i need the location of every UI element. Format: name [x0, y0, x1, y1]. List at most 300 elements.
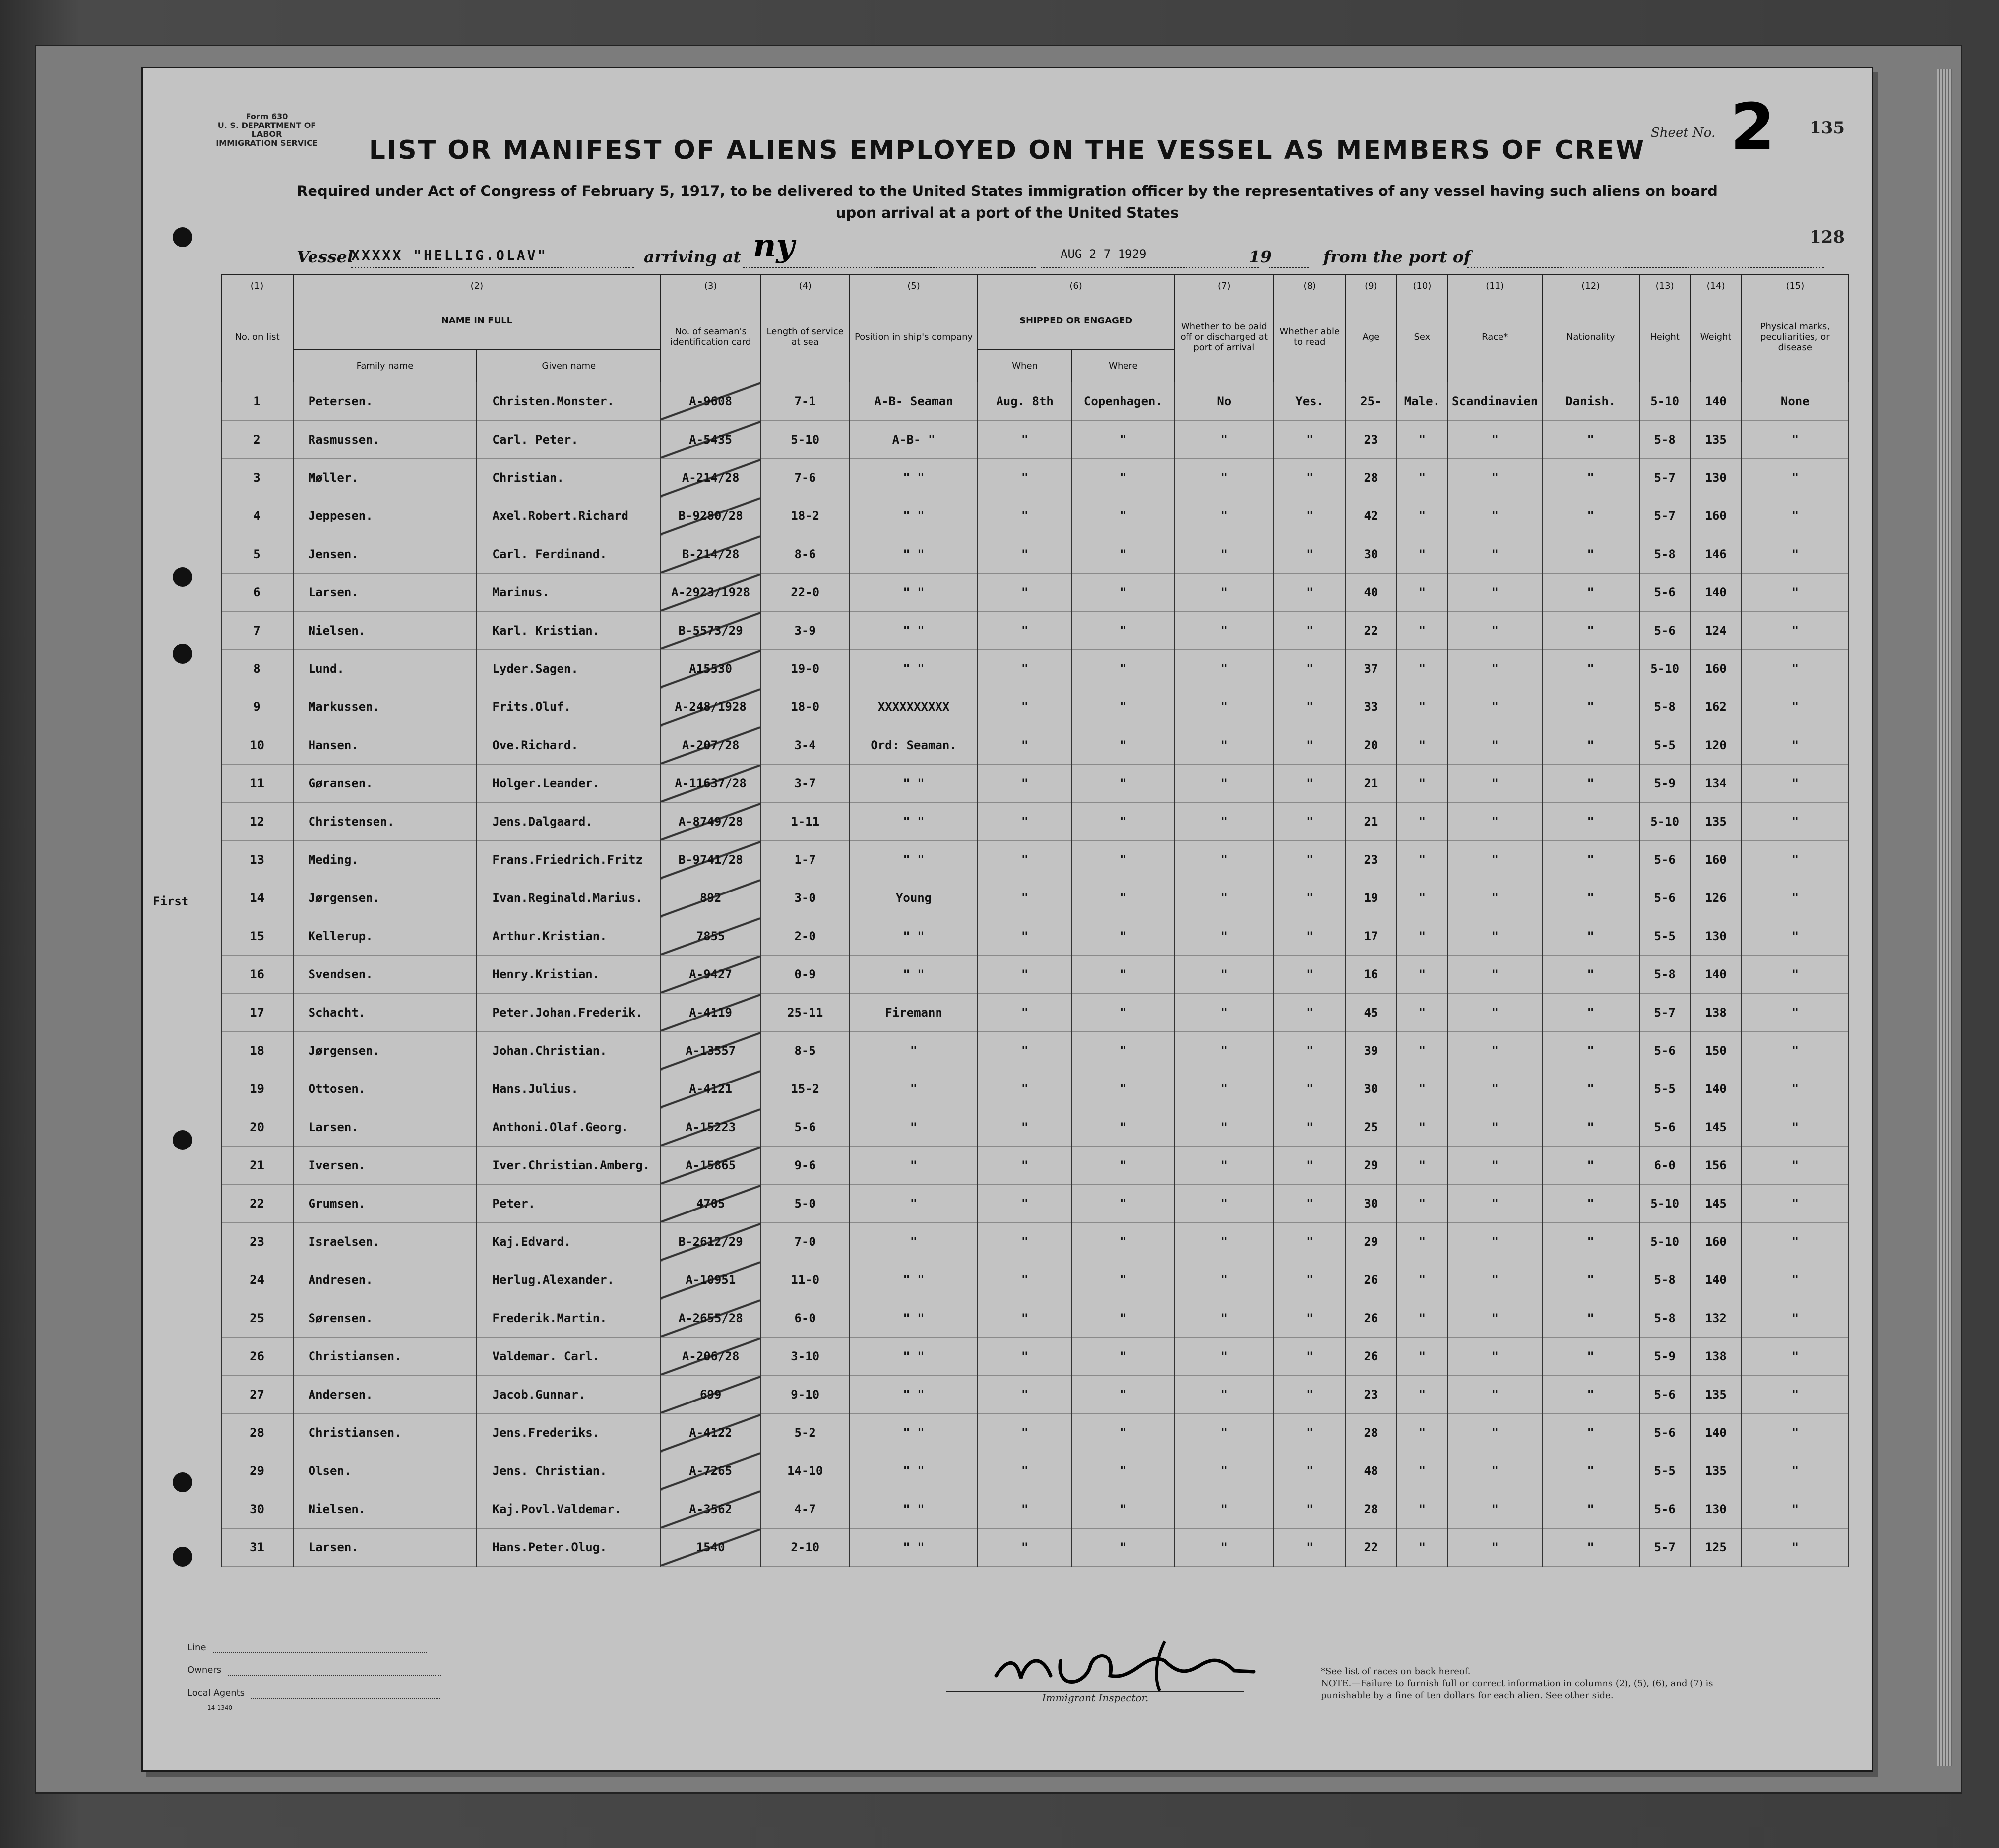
cell-height: 5-5 — [1639, 1452, 1690, 1490]
cell-position: " " — [850, 803, 978, 841]
cell-id-card: A-2923/1928 — [661, 574, 760, 612]
cell-nationality: " — [1542, 535, 1639, 574]
cell-paid-off: " — [1174, 1452, 1274, 1490]
cell-shipped-where: " — [1072, 1490, 1174, 1529]
cell-id-card: A-214/28 — [661, 459, 760, 497]
cell-sex: " — [1396, 1490, 1447, 1529]
cell-given-name: Ivan.Reginald.Marius. — [477, 879, 661, 917]
cell-paid-off: " — [1174, 1070, 1274, 1108]
cell-service-length: 18-0 — [760, 688, 850, 726]
cell-shipped-where: " — [1072, 1376, 1174, 1414]
cell-sex: " — [1396, 1223, 1447, 1261]
row-margin — [163, 1490, 221, 1529]
agents-label: Local Agents — [187, 1688, 245, 1698]
cell-shipped-where: " — [1072, 574, 1174, 612]
cell-row-number: 6 — [221, 574, 293, 612]
cell-paid-off: " — [1174, 956, 1274, 994]
cell-able-to-read: " — [1274, 956, 1345, 994]
cell-service-length: 6-0 — [760, 1299, 850, 1338]
cell-row-number: 2 — [221, 421, 293, 459]
cell-shipped-where: Copenhagen. — [1072, 382, 1174, 421]
cell-service-length: 25-11 — [760, 994, 850, 1032]
cell-family-name: Iversen. — [293, 1147, 477, 1185]
cell-race: " — [1447, 765, 1542, 803]
cell-age: 23 — [1345, 1376, 1396, 1414]
cell-shipped-when: " — [978, 1529, 1072, 1567]
header-name-in-full: NAME IN FULL — [293, 292, 661, 349]
row-margin — [163, 1032, 221, 1070]
cell-physical-marks: " — [1742, 574, 1849, 612]
cell-shipped-when: " — [978, 459, 1072, 497]
cell-height: 5-7 — [1639, 459, 1690, 497]
cell-physical-marks: " — [1742, 1299, 1849, 1338]
cell-age: 22 — [1345, 1529, 1396, 1567]
footer-fields — [187, 1636, 441, 1711]
cell-nationality: " — [1542, 803, 1639, 841]
row-margin — [163, 1185, 221, 1223]
cell-age: 28 — [1345, 1414, 1396, 1452]
cell-shipped-when: " — [978, 956, 1072, 994]
cell-shipped-where: " — [1072, 803, 1174, 841]
cell-paid-off: " — [1174, 497, 1274, 535]
cell-position: " " — [850, 459, 978, 497]
cell-family-name: Jørgensen. — [293, 1032, 477, 1070]
cell-sex: " — [1396, 612, 1447, 650]
cell-age: 26 — [1345, 1299, 1396, 1338]
cell-position: " " — [850, 497, 978, 535]
cell-family-name: Meding. — [293, 841, 477, 879]
cell-position: " — [850, 1223, 978, 1261]
cell-physical-marks: " — [1742, 1376, 1849, 1414]
cell-nationality: " — [1542, 1414, 1639, 1452]
cell-family-name: Sørensen. — [293, 1299, 477, 1338]
cell-paid-off: " — [1174, 1338, 1274, 1376]
cell-physical-marks: " — [1742, 1452, 1849, 1490]
crew-table — [163, 274, 1849, 1567]
cell-row-number: 25 — [221, 1299, 293, 1338]
col-num-7: (7) — [1174, 275, 1274, 292]
table-row — [163, 1223, 1849, 1261]
cell-height: 5-9 — [1639, 1338, 1690, 1376]
cell-race: " — [1447, 421, 1542, 459]
cell-nationality: " — [1542, 1452, 1639, 1490]
cell-weight: 140 — [1690, 382, 1742, 421]
cell-nationality: " — [1542, 650, 1639, 688]
cell-physical-marks: " — [1742, 497, 1849, 535]
cell-able-to-read: " — [1274, 1452, 1345, 1490]
col-num-5: (5) — [850, 275, 978, 292]
cell-able-to-read: " — [1274, 535, 1345, 574]
cell-height: 5-8 — [1639, 535, 1690, 574]
cell-service-length: 1-11 — [760, 803, 850, 841]
cell-shipped-when: " — [978, 574, 1072, 612]
cell-given-name: Christian. — [477, 459, 661, 497]
cell-shipped-when: " — [978, 1032, 1072, 1070]
cell-paid-off: " — [1174, 879, 1274, 917]
cell-height: 5-9 — [1639, 765, 1690, 803]
cell-sex: Male. — [1396, 382, 1447, 421]
col-num-10: (10) — [1396, 275, 1447, 292]
cell-height: 5-6 — [1639, 1032, 1690, 1070]
cell-row-number: 14 — [221, 879, 293, 917]
cell-position: XXXXXXXXXX — [850, 688, 978, 726]
header-able-read: Whether able to read — [1274, 292, 1345, 382]
cell-id-card: A-207/28 — [661, 726, 760, 765]
table-row — [163, 1376, 1849, 1414]
cell-nationality: " — [1542, 1529, 1639, 1567]
page-stamp-top: 135 — [1810, 118, 1845, 138]
cell-height: 5-7 — [1639, 1529, 1690, 1567]
cell-row-number: 5 — [221, 535, 293, 574]
cell-family-name: Schacht. — [293, 994, 477, 1032]
year-field — [1269, 247, 1309, 268]
cell-shipped-where: " — [1072, 1452, 1174, 1490]
cell-race: " — [1447, 1032, 1542, 1070]
cell-age: 21 — [1345, 803, 1396, 841]
cell-row-number: 13 — [221, 841, 293, 879]
inspector-label: Immigrant Inspector. — [1042, 1692, 1149, 1704]
table-row — [163, 612, 1849, 650]
department-name: U. S. DEPARTMENT OF LABOR — [217, 121, 316, 139]
cell-nationality: " — [1542, 1185, 1639, 1223]
cell-given-name: Christen.Monster. — [477, 382, 661, 421]
cell-race: " — [1447, 841, 1542, 879]
cell-id-card: A-248/1928 — [661, 688, 760, 726]
cell-physical-marks: " — [1742, 688, 1849, 726]
cell-given-name: Arthur.Kristian. — [477, 917, 661, 956]
cell-given-name: Valdemar. Carl. — [477, 1338, 661, 1376]
cell-family-name: Andresen. — [293, 1261, 477, 1299]
header-no-on-list: No. on list — [221, 292, 293, 382]
cell-position: Ord: Seaman. — [850, 726, 978, 765]
cell-paid-off: " — [1174, 1108, 1274, 1147]
header-given-name: Given name — [477, 349, 661, 382]
cell-shipped-where: " — [1072, 1338, 1174, 1376]
cell-weight: 130 — [1690, 917, 1742, 956]
cell-position: " " — [850, 1414, 978, 1452]
cell-paid-off: " — [1174, 1529, 1274, 1567]
cell-able-to-read: " — [1274, 765, 1345, 803]
cell-sex: " — [1396, 917, 1447, 956]
cell-able-to-read: " — [1274, 459, 1345, 497]
cell-shipped-where: " — [1072, 1070, 1174, 1108]
cell-nationality: " — [1542, 726, 1639, 765]
cell-weight: 126 — [1690, 879, 1742, 917]
cell-nationality: " — [1542, 612, 1639, 650]
cell-shipped-when: Aug. 8th — [978, 382, 1072, 421]
cell-row-number: 11 — [221, 765, 293, 803]
cell-sex: " — [1396, 650, 1447, 688]
cell-age: 30 — [1345, 1070, 1396, 1108]
cell-physical-marks: " — [1742, 1223, 1849, 1261]
cell-position: Firemann — [850, 994, 978, 1032]
cell-paid-off: " — [1174, 650, 1274, 688]
cell-service-length: 5-2 — [760, 1414, 850, 1452]
cell-given-name: Anthoni.Olaf.Georg. — [477, 1108, 661, 1147]
cell-given-name: Holger.Leander. — [477, 765, 661, 803]
cell-id-card: 4705 — [661, 1185, 760, 1223]
cell-family-name: Rasmussen. — [293, 421, 477, 459]
cell-given-name: Ove.Richard. — [477, 726, 661, 765]
cell-shipped-where: " — [1072, 1529, 1174, 1567]
cell-weight: 134 — [1690, 765, 1742, 803]
cell-row-number: 8 — [221, 650, 293, 688]
cell-family-name: Larsen. — [293, 574, 477, 612]
table-row — [163, 1261, 1849, 1299]
cell-sex: " — [1396, 535, 1447, 574]
cell-service-length: 5-10 — [760, 421, 850, 459]
cell-race: " — [1447, 1529, 1542, 1567]
cell-race: " — [1447, 1223, 1542, 1261]
cell-height: 5-5 — [1639, 1070, 1690, 1108]
cell-family-name: Christiansen. — [293, 1338, 477, 1376]
cell-shipped-when: " — [978, 994, 1072, 1032]
cell-age: 26 — [1345, 1338, 1396, 1376]
cell-weight: 120 — [1690, 726, 1742, 765]
cell-position: " " — [850, 1490, 978, 1529]
cell-shipped-when: " — [978, 1108, 1072, 1147]
agents-field — [251, 1688, 440, 1699]
cell-service-length: 3-10 — [760, 1338, 850, 1376]
col-num-11: (11) — [1447, 275, 1542, 292]
cell-position: " " — [850, 650, 978, 688]
cell-shipped-when: " — [978, 1299, 1072, 1338]
cell-age: 45 — [1345, 994, 1396, 1032]
cell-shipped-where: " — [1072, 535, 1174, 574]
cell-sex: " — [1396, 1070, 1447, 1108]
row-margin — [163, 841, 221, 879]
cell-given-name: Iver.Christian.Amberg. — [477, 1147, 661, 1185]
cell-physical-marks: " — [1742, 535, 1849, 574]
cell-physical-marks: " — [1742, 994, 1849, 1032]
col-num-12: (12) — [1542, 275, 1639, 292]
cell-position: " " — [850, 612, 978, 650]
cell-shipped-when: " — [978, 1185, 1072, 1223]
cell-height: 5-6 — [1639, 612, 1690, 650]
cell-shipped-where: " — [1072, 994, 1174, 1032]
cell-shipped-where: " — [1072, 1108, 1174, 1147]
cell-nationality: Danish. — [1542, 382, 1639, 421]
cell-service-length: 7-6 — [760, 459, 850, 497]
cell-sex: " — [1396, 688, 1447, 726]
cell-sex: " — [1396, 1452, 1447, 1490]
table-row — [163, 1490, 1849, 1529]
cell-family-name: Petersen. — [293, 382, 477, 421]
cell-family-name: Nielsen. — [293, 1490, 477, 1529]
cell-family-name: Hansen. — [293, 726, 477, 765]
cell-shipped-when: " — [978, 1414, 1072, 1452]
cell-position: " " — [850, 574, 978, 612]
cell-physical-marks: " — [1742, 1185, 1849, 1223]
cell-paid-off: " — [1174, 612, 1274, 650]
cell-given-name: Karl. Kristian. — [477, 612, 661, 650]
arriving-port-field: ny — [743, 227, 1036, 268]
cell-family-name: Markussen. — [293, 688, 477, 726]
cell-row-number: 22 — [221, 1185, 293, 1223]
vessel-name-field: XXXXX "HELLIG.OLAV" — [351, 247, 634, 268]
table-row — [163, 917, 1849, 956]
cell-age: 23 — [1345, 841, 1396, 879]
cell-position: " " — [850, 841, 978, 879]
cell-service-length: 19-0 — [760, 650, 850, 688]
cell-nationality: " — [1542, 1223, 1639, 1261]
table-row — [163, 879, 1849, 917]
row-margin — [163, 1223, 221, 1261]
cell-able-to-read: Yes. — [1274, 382, 1345, 421]
cell-able-to-read: " — [1274, 1376, 1345, 1414]
cell-sex: " — [1396, 765, 1447, 803]
cell-sex: " — [1396, 574, 1447, 612]
cell-row-number: 23 — [221, 1223, 293, 1261]
cell-given-name: Lyder.Sagen. — [477, 650, 661, 688]
cell-race: " — [1447, 956, 1542, 994]
cell-service-length: 8-5 — [760, 1032, 850, 1070]
cell-able-to-read: " — [1274, 688, 1345, 726]
cell-shipped-when: " — [978, 612, 1072, 650]
cell-weight: 130 — [1690, 459, 1742, 497]
cell-family-name: Israelsen. — [293, 1223, 477, 1261]
cell-nationality: " — [1542, 1108, 1639, 1147]
cell-paid-off: " — [1174, 688, 1274, 726]
cell-position: " " — [850, 1299, 978, 1338]
cell-id-card: B-9280/28 — [661, 497, 760, 535]
table-row — [163, 574, 1849, 612]
cell-race: " — [1447, 1299, 1542, 1338]
cell-physical-marks: " — [1742, 1414, 1849, 1452]
cell-family-name: Christensen. — [293, 803, 477, 841]
cell-given-name: Kaj.Povl.Valdemar. — [477, 1490, 661, 1529]
cell-race: " — [1447, 1376, 1542, 1414]
cell-age: 30 — [1345, 535, 1396, 574]
cell-paid-off: " — [1174, 917, 1274, 956]
cell-family-name: Jeppesen. — [293, 497, 477, 535]
cell-row-number: 20 — [221, 1108, 293, 1147]
cell-service-length: 5-6 — [760, 1108, 850, 1147]
row-margin — [163, 535, 221, 574]
cell-family-name: Nielsen. — [293, 612, 477, 650]
cell-given-name: Jens. Christian. — [477, 1452, 661, 1490]
header-height: Height — [1639, 292, 1690, 382]
cell-physical-marks: " — [1742, 917, 1849, 956]
cell-id-card: B-214/28 — [661, 535, 760, 574]
cell-position: " — [850, 1108, 978, 1147]
cell-sex: " — [1396, 879, 1447, 917]
cell-family-name: Jensen. — [293, 535, 477, 574]
row-margin — [163, 1108, 221, 1147]
row-margin — [163, 650, 221, 688]
row-margin — [163, 917, 221, 956]
cell-weight: 138 — [1690, 994, 1742, 1032]
cell-given-name: Jens.Frederiks. — [477, 1414, 661, 1452]
cell-physical-marks: None — [1742, 382, 1849, 421]
cell-position: " — [850, 1070, 978, 1108]
cell-position: " " — [850, 917, 978, 956]
cell-nationality: " — [1542, 1299, 1639, 1338]
cell-paid-off: " — [1174, 803, 1274, 841]
cell-able-to-read: " — [1274, 1147, 1345, 1185]
cell-race: " — [1447, 688, 1542, 726]
cell-nationality: " — [1542, 841, 1639, 879]
cell-age: 23 — [1345, 421, 1396, 459]
row-margin — [163, 1414, 221, 1452]
cell-id-card: A-4121 — [661, 1070, 760, 1108]
form-number: Form 630 — [246, 112, 288, 121]
cell-able-to-read: " — [1274, 1338, 1345, 1376]
cell-race: " — [1447, 535, 1542, 574]
cell-height: 5-8 — [1639, 688, 1690, 726]
cell-service-length: 7-0 — [760, 1223, 850, 1261]
cell-family-name: Grumsen. — [293, 1185, 477, 1223]
sheet-number-label: Sheet No. — [1651, 126, 1716, 140]
row-margin — [163, 1070, 221, 1108]
cell-able-to-read: " — [1274, 1529, 1345, 1567]
cell-shipped-when: " — [978, 1261, 1072, 1299]
cell-height: 5-8 — [1639, 956, 1690, 994]
cell-family-name: Kellerup. — [293, 917, 477, 956]
cell-age: 33 — [1345, 688, 1396, 726]
cell-service-length: 8-6 — [760, 535, 850, 574]
cell-age: 17 — [1345, 917, 1396, 956]
cell-position: " " — [850, 1529, 978, 1567]
header-position: Position in ship's company — [850, 292, 978, 382]
cell-race: " — [1447, 1338, 1542, 1376]
cell-paid-off: " — [1174, 1032, 1274, 1070]
footer-notes — [1321, 1666, 1757, 1702]
cell-height: 5-8 — [1639, 1261, 1690, 1299]
cell-race: " — [1447, 650, 1542, 688]
cell-weight: 145 — [1690, 1108, 1742, 1147]
cell-able-to-read: " — [1274, 841, 1345, 879]
cell-sex: " — [1396, 1376, 1447, 1414]
table-row — [163, 956, 1849, 994]
cell-given-name: Johan.Christian. — [477, 1032, 661, 1070]
cell-weight: 160 — [1690, 841, 1742, 879]
cell-service-length: 0-9 — [760, 956, 850, 994]
table-row — [163, 841, 1849, 879]
cell-physical-marks: " — [1742, 612, 1849, 650]
cell-weight: 135 — [1690, 421, 1742, 459]
cell-row-number: 10 — [221, 726, 293, 765]
cell-given-name: Peter. — [477, 1185, 661, 1223]
cell-age: 25 — [1345, 1108, 1396, 1147]
cell-physical-marks: " — [1742, 1147, 1849, 1185]
row-margin — [163, 1299, 221, 1338]
cell-height: 5-6 — [1639, 1414, 1690, 1452]
cell-id-card: A-9427 — [661, 956, 760, 994]
cell-able-to-read: " — [1274, 650, 1345, 688]
cell-sex: " — [1396, 1108, 1447, 1147]
cell-row-number: 27 — [221, 1376, 293, 1414]
cell-position: " " — [850, 1452, 978, 1490]
cell-race: " — [1447, 1490, 1542, 1529]
cell-age: 28 — [1345, 459, 1396, 497]
cell-able-to-read: " — [1274, 803, 1345, 841]
cell-row-number: 9 — [221, 688, 293, 726]
cell-height: 5-10 — [1639, 382, 1690, 421]
cell-shipped-where: " — [1072, 1147, 1174, 1185]
col-num-15: (15) — [1742, 275, 1849, 292]
table-row — [163, 726, 1849, 765]
cell-position: " " — [850, 1338, 978, 1376]
cell-shipped-when: " — [978, 497, 1072, 535]
cell-weight: 145 — [1690, 1185, 1742, 1223]
cell-service-length: 11-0 — [760, 1261, 850, 1299]
cell-shipped-where: " — [1072, 879, 1174, 917]
sheet-number-value: 2 — [1730, 89, 1775, 165]
cell-weight: 162 — [1690, 688, 1742, 726]
cell-race: " — [1447, 803, 1542, 841]
cell-id-card: 7855 — [661, 917, 760, 956]
